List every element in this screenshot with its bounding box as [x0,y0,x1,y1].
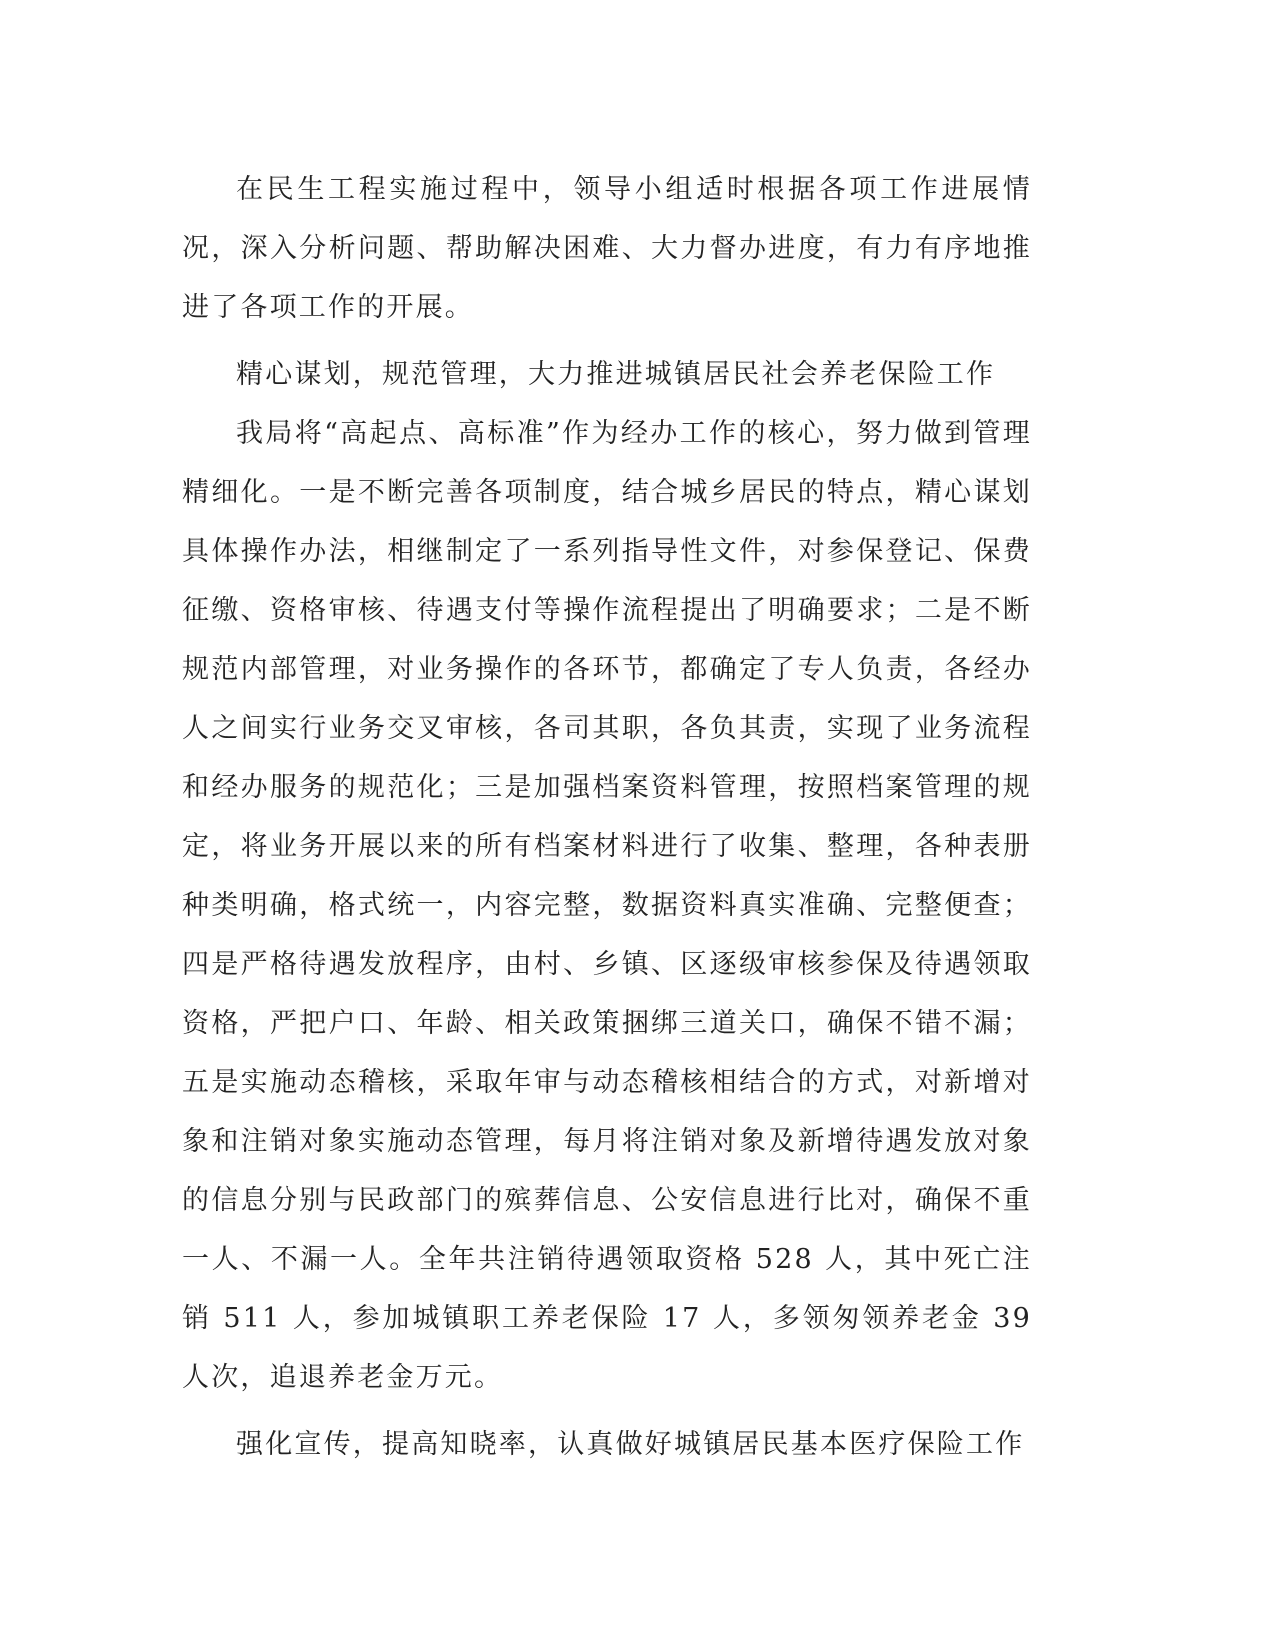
paragraph-pension-management: 我局将“高起点、高标准”作为经办工作的核心，努力做到管理精细化。一是不断完善各项制度，结合城乡居民的特点，精心谋划具体操作办法，相继制定了一系列指导性文件，对参保登记、保费征缴、资格审核、待遇支付等操作流程提出了明确要求；二是不断规范内部管理，对业务操作的各环节，都确定了专人负责，各经办人之间实行业务交叉审核，各司其职，各负其责，实现了业务流程和经办服务的规范化；三是加强档案资料管理，按照档案管理的规定，将业务开展以来的所有档案材料进行了收集、整理，各种表册种类明确，格式统一，内容完整，数据资料真实准确、完整便查；四是严格待遇发放程序，由村、乡镇、区逐级审核参保及待遇领取资格，严把户口、年龄、相关政策捆绑三道关口，确保不错不漏；五是实施动态稽核，采取年审与动态稽核相结合的方式，对新增对象和注销对象实施动态管理，每月将注销对象及新增待遇发放对象的信息分别与民政部门的殡葬信息、公安信息进行比对，确保不重一人、不漏一人。全年共注销待遇领取资格 528 人，其中死亡注销 511 人，参加城镇职工养老保险 17 人，多领匆领养老金 39 人次，追退养老金万元。 [182,418,1032,1393]
section-heading-medical: 强化宣传，提高知晓率，认真做好城镇居民基本医疗保险工作 [236,1429,1025,1460]
document-body [182,160,1032,1474]
section-heading-pension: 精心谋划，规范管理，大力推进城镇居民社会养老保险工作 [236,359,996,390]
paragraph-intro: 在民生工程实施过程中，领导小组适时根据各项工作进展情况，深入分析问题、帮助解决困难、大力督办进度，有力有序地推进了各项工作的开展。 [182,174,1032,323]
